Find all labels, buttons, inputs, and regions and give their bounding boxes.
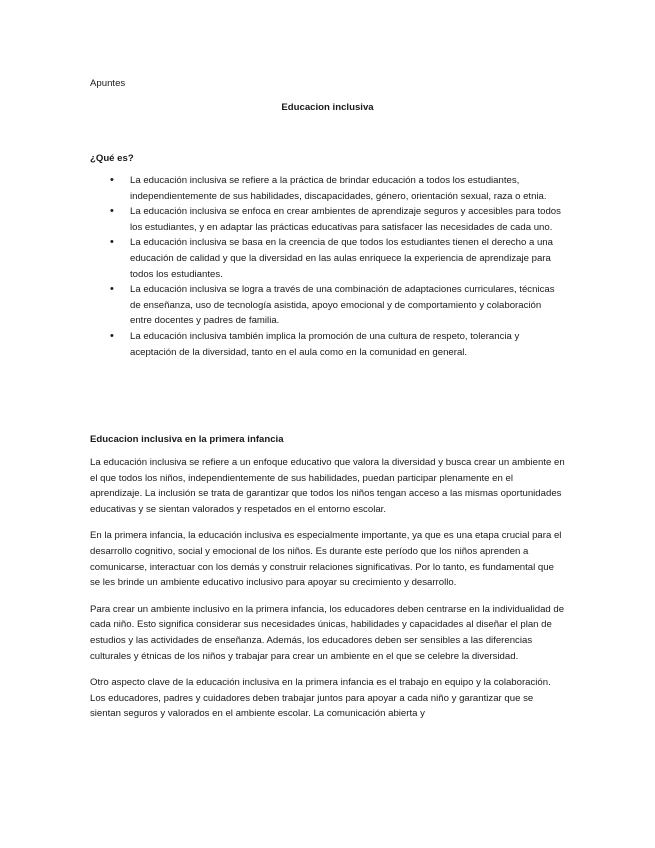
bullet-icon: • (110, 283, 114, 296)
bullet-text: La educación inclusiva se enfoca en crear ambientes de aprendizaje seguros y accesibles para todos los estudiantes, y en adaptar las prácticas educativas para satisfacer las necesidades de cada uno. (130, 206, 561, 233)
document-title: Educacion inclusiva (281, 102, 374, 113)
bullet-list (90, 173, 565, 360)
bullet-text: La educación inclusiva también implica la promoción de una cultura de respeto, tolerancia y aceptación de la diversidad, tanto en el aula como en la comunidad en general. (130, 330, 520, 358)
bullet-item (90, 329, 565, 360)
bullet-item (90, 235, 565, 282)
bullet-icon: • (110, 205, 114, 218)
section-body (90, 455, 565, 733)
bullet-text: La educación inclusiva se basa en la creencia de que todos los estudiantes tienen el derecho a una educación de calidad y que la diversidad en las aulas enriquece la experiencia de aprendizaje para todos los estudiantes. (130, 237, 553, 280)
bullet-text: La educación inclusiva se logra a través de una combinación de adaptaciones curriculares, técnicas de enseñanza, uso de tecnología asistida, apoyo emocional y de comportamiento y colaboración entre docentes y padres de familia. (130, 284, 555, 327)
paragraph: Otro aspecto clave de la educación inclusiva en la primera infancia es el trabajo en equipo y la colaboración. Los educadores, padres y cuidadores deben trabajar juntos para apoyar a cada niño y garantizar que se sientan seguros y valorados en el ambiente escolar. La comunicación abierta y (90, 677, 551, 720)
bullet-icon: • (110, 174, 114, 186)
paragraph: En la primera infancia, la educación inclusiva es especialmente importante, ya que es una etapa crucial para el desarrollo cognitivo, social y emocional de los niños. Es durante este período que los niños aprenden a comunicarse, interactuar con los demás y construir relaciones significativas. Por lo tanto, es fundamental que se les brinde un ambiente educativo inclusivo para apoyar su crecimiento y desarrollo. (90, 530, 562, 589)
section-heading-que-es: ¿Qué es? (90, 153, 134, 164)
bullet-item (90, 204, 565, 235)
bullet-icon: • (110, 236, 114, 249)
bullet-icon: • (110, 329, 114, 342)
bullet-text: La educación inclusiva se refiere a la práctica de brindar educación a todos los estudiantes, independientemente de sus habilidades, discapacidades, género, orientación sexual, raza o etnia. (130, 175, 547, 202)
bullet-item (90, 282, 565, 329)
paragraph: La educación inclusiva se refiere a un enfoque educativo que valora la diversidad y busca crear un ambiente en el que todos los niños, independientemente de sus habilidades, puedan participar plenamente en el aprendizaje. La inclusión se trata de garantizar que todos los niños tengan acceso a las mismas oportunidades educativas y se sientan valorados y respetados en el entorno escolar. (90, 457, 565, 515)
bullet-item (90, 173, 565, 204)
paragraph: Para crear un ambiente inclusivo en la primera infancia, los educadores deben centrarse en la individualidad de cada niño. Esto significa considerar sus necesidades únicas, habilidades y capacidades al diseñar el plan de estudios y las actividades de enseñanza. Además, los educadores deben ser sensibles a las diferencias culturales y étnicas de los niños y trabajar para crear un ambiente en el que se celebre la diversidad. (90, 603, 565, 662)
section-heading-primera-infancia: Educacion inclusiva en la primera infancia (90, 434, 284, 445)
header-note: Apuntes (90, 78, 126, 89)
